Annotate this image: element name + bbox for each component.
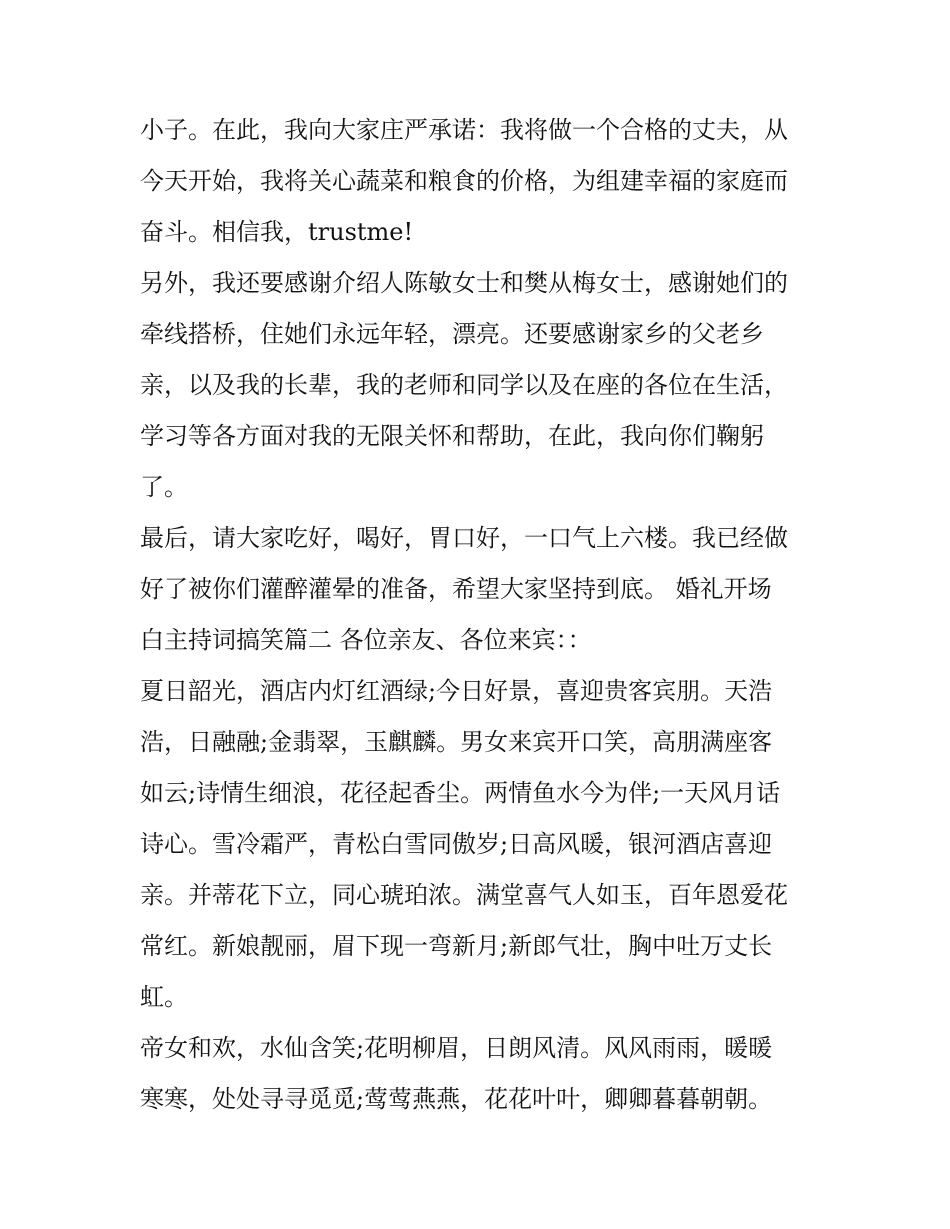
text-line: 如云;诗情生细浪，花径起香尘。两情鱼水今为伴;一天风月话 — [140, 779, 781, 807]
text-line: 小子。在此，我向大家庄严承诺：我将做一个合格的丈夫，从 — [140, 116, 788, 144]
document-body — [140, 105, 820, 1125]
text-line: 白主持词搞笑篇二 各位亲友、各位来宾：： — [140, 626, 592, 654]
text-line: 最后，请大家吃好，喝好，胃口好，一口气上六楼。我已经做 — [140, 524, 788, 552]
text-line: 牵线搭桥，住她们永远年轻，漂亮。还要感谢家乡的父老乡 — [140, 320, 764, 348]
text-line: 夏日韶光，酒店内灯红酒绿;今日好景，喜迎贵客宾朋。天浩 — [140, 677, 773, 705]
text-line: 浩，日融融;金翡翠，玉麒麟。男女来宾开口笑，高朋满座客 — [140, 728, 773, 756]
text-line: 亲。并蒂花下立，同心琥珀浓。满堂喜气人如玉，百年恩爱花 — [140, 881, 788, 909]
text-line: 另外，我还要感谢介绍人陈敏女士和樊从梅女士，感谢她们的 — [140, 269, 788, 297]
text-line: 亲，以及我的长辈，我的老师和同学以及在座的各位在生活， — [140, 371, 788, 399]
text-line: 今天开始，我将关心蔬菜和粮食的价格，为组建幸福的家庭而 — [140, 167, 788, 195]
text-line: 虹。 — [140, 983, 188, 1011]
text-line: 学习等各方面对我的无限关怀和帮助，在此，我向你们鞠躬 — [140, 422, 764, 450]
text-line: 诗心。雪冷霜严，青松白雪同傲岁;日高风暖，银河酒店喜迎 — [140, 830, 773, 858]
text-line: 了。 — [140, 473, 188, 501]
text-line: 奋斗。相信我，trustme! — [140, 218, 414, 246]
text-line: 好了被你们灌醉灌晕的准备，希望大家坚持到底。 婚礼开场 — [140, 575, 772, 603]
text-line: 寒寒，处处寻寻觅觅;莺莺燕燕，花花叶叶，卿卿暮暮朝朝。 — [140, 1085, 773, 1113]
text-line: 常红。新娘靓丽，眉下现一弯新月;新郎气壮，胸中吐万丈长 — [140, 932, 773, 960]
text-line: 帝女和欢，水仙含笑;花明柳眉，日朗风清。风风雨雨，暖暖 — [140, 1034, 773, 1062]
